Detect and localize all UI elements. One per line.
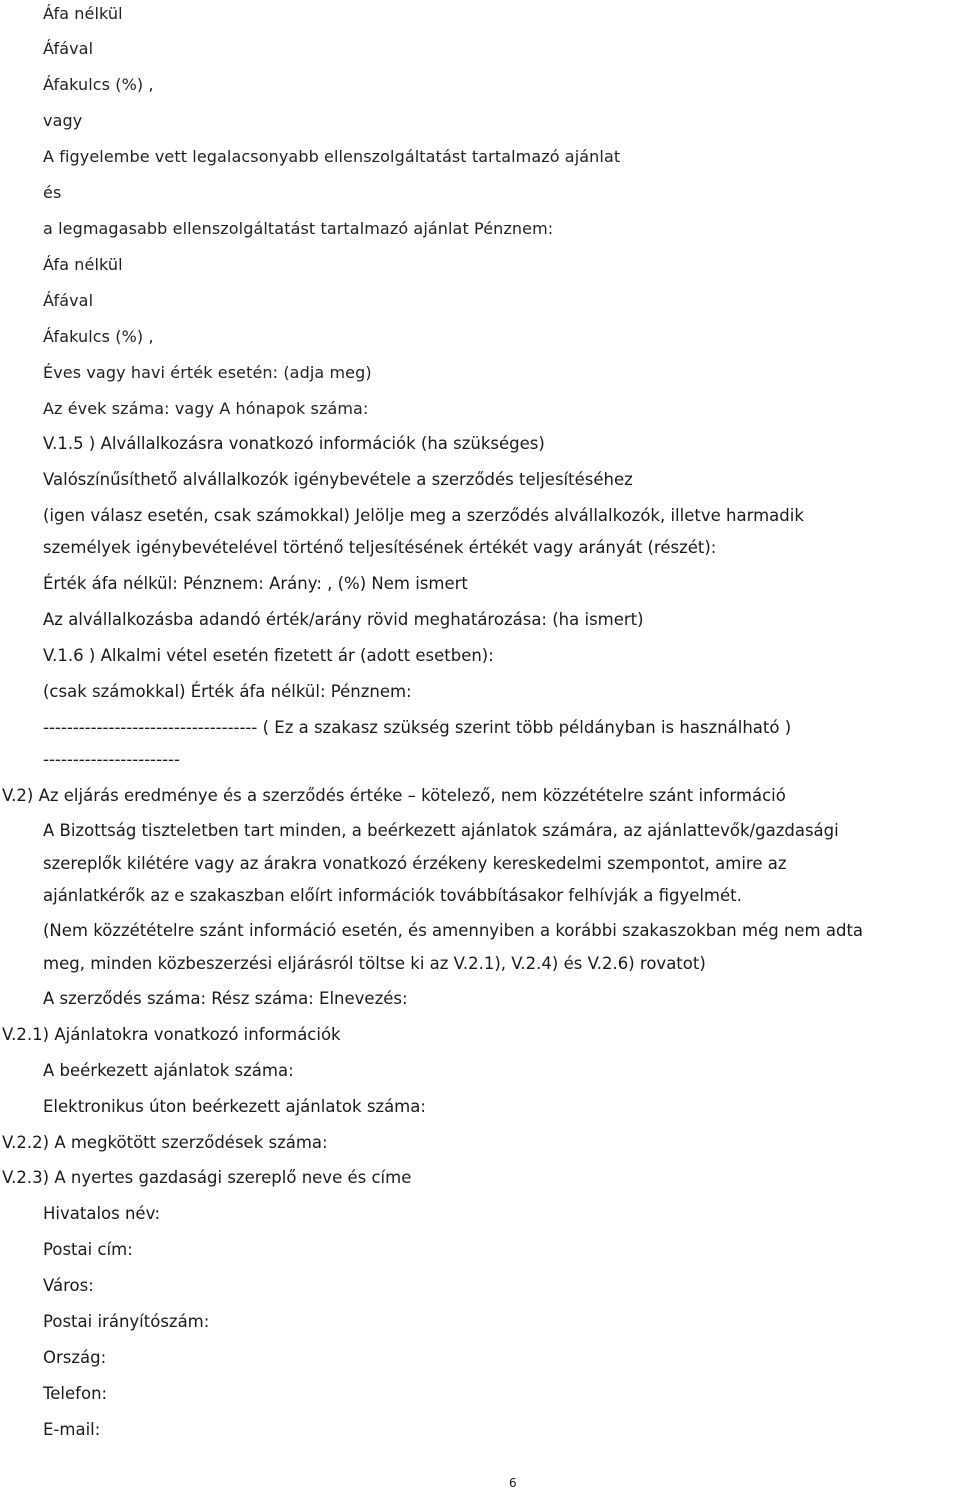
section-v15-line4: Érték áfa nélkül: Pénznem: Arány: , (%) Nem ismert	[43, 574, 468, 593]
section-dashes: -----------------------	[43, 750, 180, 769]
city-label: Város:	[43, 1276, 94, 1295]
section-v15-line5: Az alvállalkozásba adandó érték/arány rövid meghatározása: (ha ismert)	[43, 610, 644, 629]
es-label: és	[43, 183, 62, 202]
years-months-label: Az évek száma: vagy A hónapok száma:	[43, 399, 369, 418]
section-v16-line1: (csak számokkal) Érték áfa nélkül: Pénznem:	[43, 682, 412, 701]
section-v2-p2-l1: (Nem közzétételre szánt információ esetén, és amennyiben a korábbi szakaszokban még nem adta	[43, 921, 864, 940]
received-offers-label: A beérkezett ajánlatok száma:	[43, 1061, 294, 1080]
section-v2-p1-l3: ajánlatkérők az e szakaszban előírt információk továbbításakor felhívják a figyelmét.	[43, 886, 742, 905]
afakulcs-label-2: Áfakulcs (%) ,	[43, 327, 154, 346]
vagy-label: vagy	[43, 111, 83, 130]
section-v16-heading: V.1.6 ) Alkalmi vétel esetén fizetett ár (adott esetben):	[43, 646, 494, 665]
section-v2-p2-l2: meg, minden közbeszerzési eljárásról töltse ki az V.2.1), V.2.4) és V.2.6) rovatot)	[43, 954, 706, 973]
lowest-offer-label: A figyelembe vett legalacsonyabb ellenszolgáltatást tartalmazó ajánlat	[43, 147, 621, 166]
section-v22-heading: V.2.2) A megkötött szerződések száma:	[2, 1133, 328, 1152]
afa-nelkul-label-1: Áfa nélkül	[43, 4, 123, 23]
section-repeat-note: ------------------------------------ ( Ez a szakasz szükség szerint több példányban is használható )	[43, 718, 792, 737]
section-v2-heading: V.2) Az eljárás eredménye és a szerződés értéke – kötelező, nem közzétételre szánt információ	[2, 786, 786, 805]
official-name-label: Hivatalos név:	[43, 1204, 160, 1223]
phone-label: Telefon:	[43, 1384, 108, 1403]
section-v2-p1-l2: szereplők kilétére vagy az árakra vonatkozó érzékeny kereskedelmi szempontot, amire az	[43, 854, 787, 873]
section-v15-line2: (igen válasz esetén, csak számokkal) Jelölje meg a szerződés alvállalkozók, illetve harmadik	[43, 506, 804, 525]
page-number: 6	[509, 1476, 517, 1490]
afaval-label-2: Áfával	[43, 291, 94, 310]
section-v21-heading: V.2.1) Ajánlatokra vonatkozó információk	[2, 1025, 341, 1044]
postal-code-label: Postai irányítószám:	[43, 1312, 210, 1331]
section-v2-p1-l1: A Bizottság tiszteletben tart minden, a beérkezett ajánlatok számára, az ajánlattevők/gazdasági	[43, 821, 839, 840]
highest-offer-label: a legmagasabb ellenszolgáltatást tartalmazó ajánlat Pénznem:	[43, 219, 554, 238]
afa-nelkul-label-2: Áfa nélkül	[43, 255, 123, 274]
afakulcs-label-1: Áfakulcs (%) ,	[43, 75, 154, 94]
afaval-label-1: Áfával	[43, 39, 94, 58]
section-v23-heading: V.2.3) A nyertes gazdasági szereplő neve és címe	[2, 1168, 412, 1187]
electronic-offers-label: Elektronikus úton beérkezett ajánlatok száma:	[43, 1097, 426, 1116]
section-v15-line3: személyek igénybevételével történő teljesítésének értékét vagy arányát (részét):	[43, 538, 717, 557]
annual-value-label: Éves vagy havi érték esetén: (adja meg)	[43, 363, 372, 382]
section-v15-line1: Valószínűsíthető alvállalkozók igénybevétele a szerződés teljesítéséhez	[43, 470, 633, 489]
country-label: Ország:	[43, 1348, 107, 1367]
section-v15-heading: V.1.5 ) Alvállalkozásra vonatkozó információk (ha szükséges)	[43, 434, 545, 453]
postal-address-label: Postai cím:	[43, 1240, 133, 1259]
email-label: E-mail:	[43, 1420, 101, 1439]
contract-number-label: A szerződés száma: Rész száma: Elnevezés:	[43, 989, 408, 1008]
